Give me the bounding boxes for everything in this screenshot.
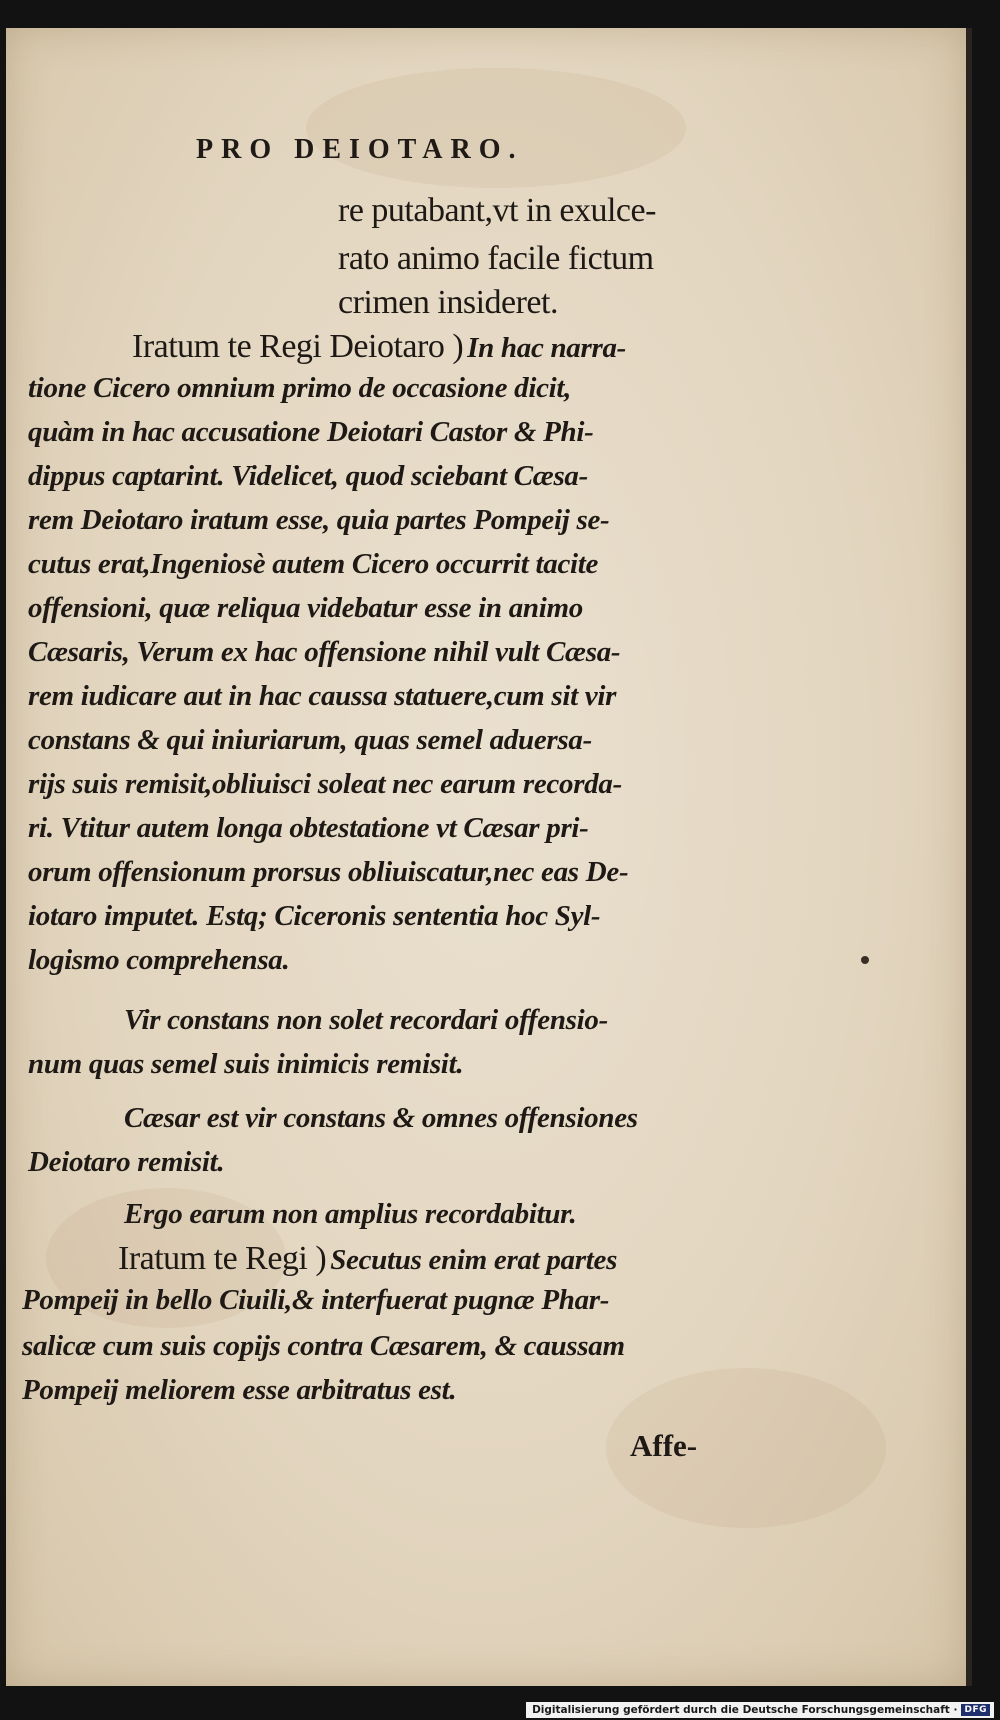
commentary-text: Secutus enim erat partes [330, 1244, 618, 1276]
syllogism-conclusion: Ergo earum non amplius recordabitur. [124, 1198, 577, 1230]
text-line: Pompeij meliorem esse arbitratus est. [22, 1374, 457, 1406]
text-line: salicæ cum suis copijs contra Cæsarem, & caussam [22, 1330, 625, 1362]
text-line: constans & qui iniuriarum, quas semel aduersa- [28, 724, 592, 756]
lemma-text: Iratum te Regi ) [118, 1240, 327, 1277]
text-line: num quas semel suis inimicis remisit. [28, 1048, 464, 1080]
text-line: cutus erat,Ingeniosè autem Cicero occurrit tacite [28, 548, 599, 580]
text-line: rato animo facile fictum [338, 240, 654, 277]
foxing-stain [306, 68, 686, 188]
text-line: rem iudicare aut in hac caussa statuere,cum sit vir [28, 680, 617, 712]
lemma-line [132, 328, 626, 366]
page-edge [966, 28, 972, 1686]
text-line: orum offensionum prorsus obliuiscatur,nec eas De- [28, 856, 629, 888]
text-line: Deiotaro remisit. [28, 1146, 225, 1178]
funding-notice: Digitalisierung gefördert durch die Deutsche Forschungsgemeinschaft · [532, 1704, 958, 1716]
syllogism-minor: Cæsar est vir constans & omnes offensiones [124, 1102, 638, 1134]
text-line: Pompeij in bello Ciuili,& interfuerat pugnæ Phar- [22, 1284, 610, 1316]
syllogism-major: Vir constans non solet recordari offensio- [124, 1004, 608, 1036]
text-line: re putabant,vt in exulce- [338, 192, 656, 229]
text-line: crimen insideret. [338, 284, 558, 321]
text-line: tione Cicero omnium primo de occasione dicit, [28, 372, 572, 404]
catchword: Affe- [630, 1428, 698, 1463]
text-line: offensioni, quæ reliqua videbatur esse in animo [28, 592, 583, 624]
text-line: logismo comprehensa. [28, 944, 290, 976]
text-line: dippus captarint. Videlicet, quod sciebant Cæsa- [28, 460, 588, 492]
text-line: ri. Vtitur autem longa obtestatione vt Cæsar pri- [28, 812, 589, 844]
lemma-text: Iratum te Regi Deiotaro ) [132, 328, 464, 365]
text-line: rem Deiotaro iratum esse, quia partes Pompeij se- [28, 504, 610, 536]
lemma-line [118, 1240, 617, 1278]
text-line: quàm in hac accusatione Deiotari Castor & Phi- [28, 416, 594, 448]
dfg-logo-icon: DFG [961, 1704, 990, 1716]
commentary-text: In hac narra- [467, 332, 627, 364]
running-head: PRO DEIOTARO. [196, 134, 524, 165]
text-line: rijs suis remisit,obliuisci soleat nec earum recorda- [28, 768, 622, 800]
text-line: iotaro imputet. Estq; Ciceronis sententia hoc Syl- [28, 900, 601, 932]
text-line: Cæsaris, Verum ex hac offensione nihil vult Cæsa- [28, 636, 621, 668]
funding-footer [526, 1702, 994, 1718]
ink-spot [861, 956, 869, 964]
